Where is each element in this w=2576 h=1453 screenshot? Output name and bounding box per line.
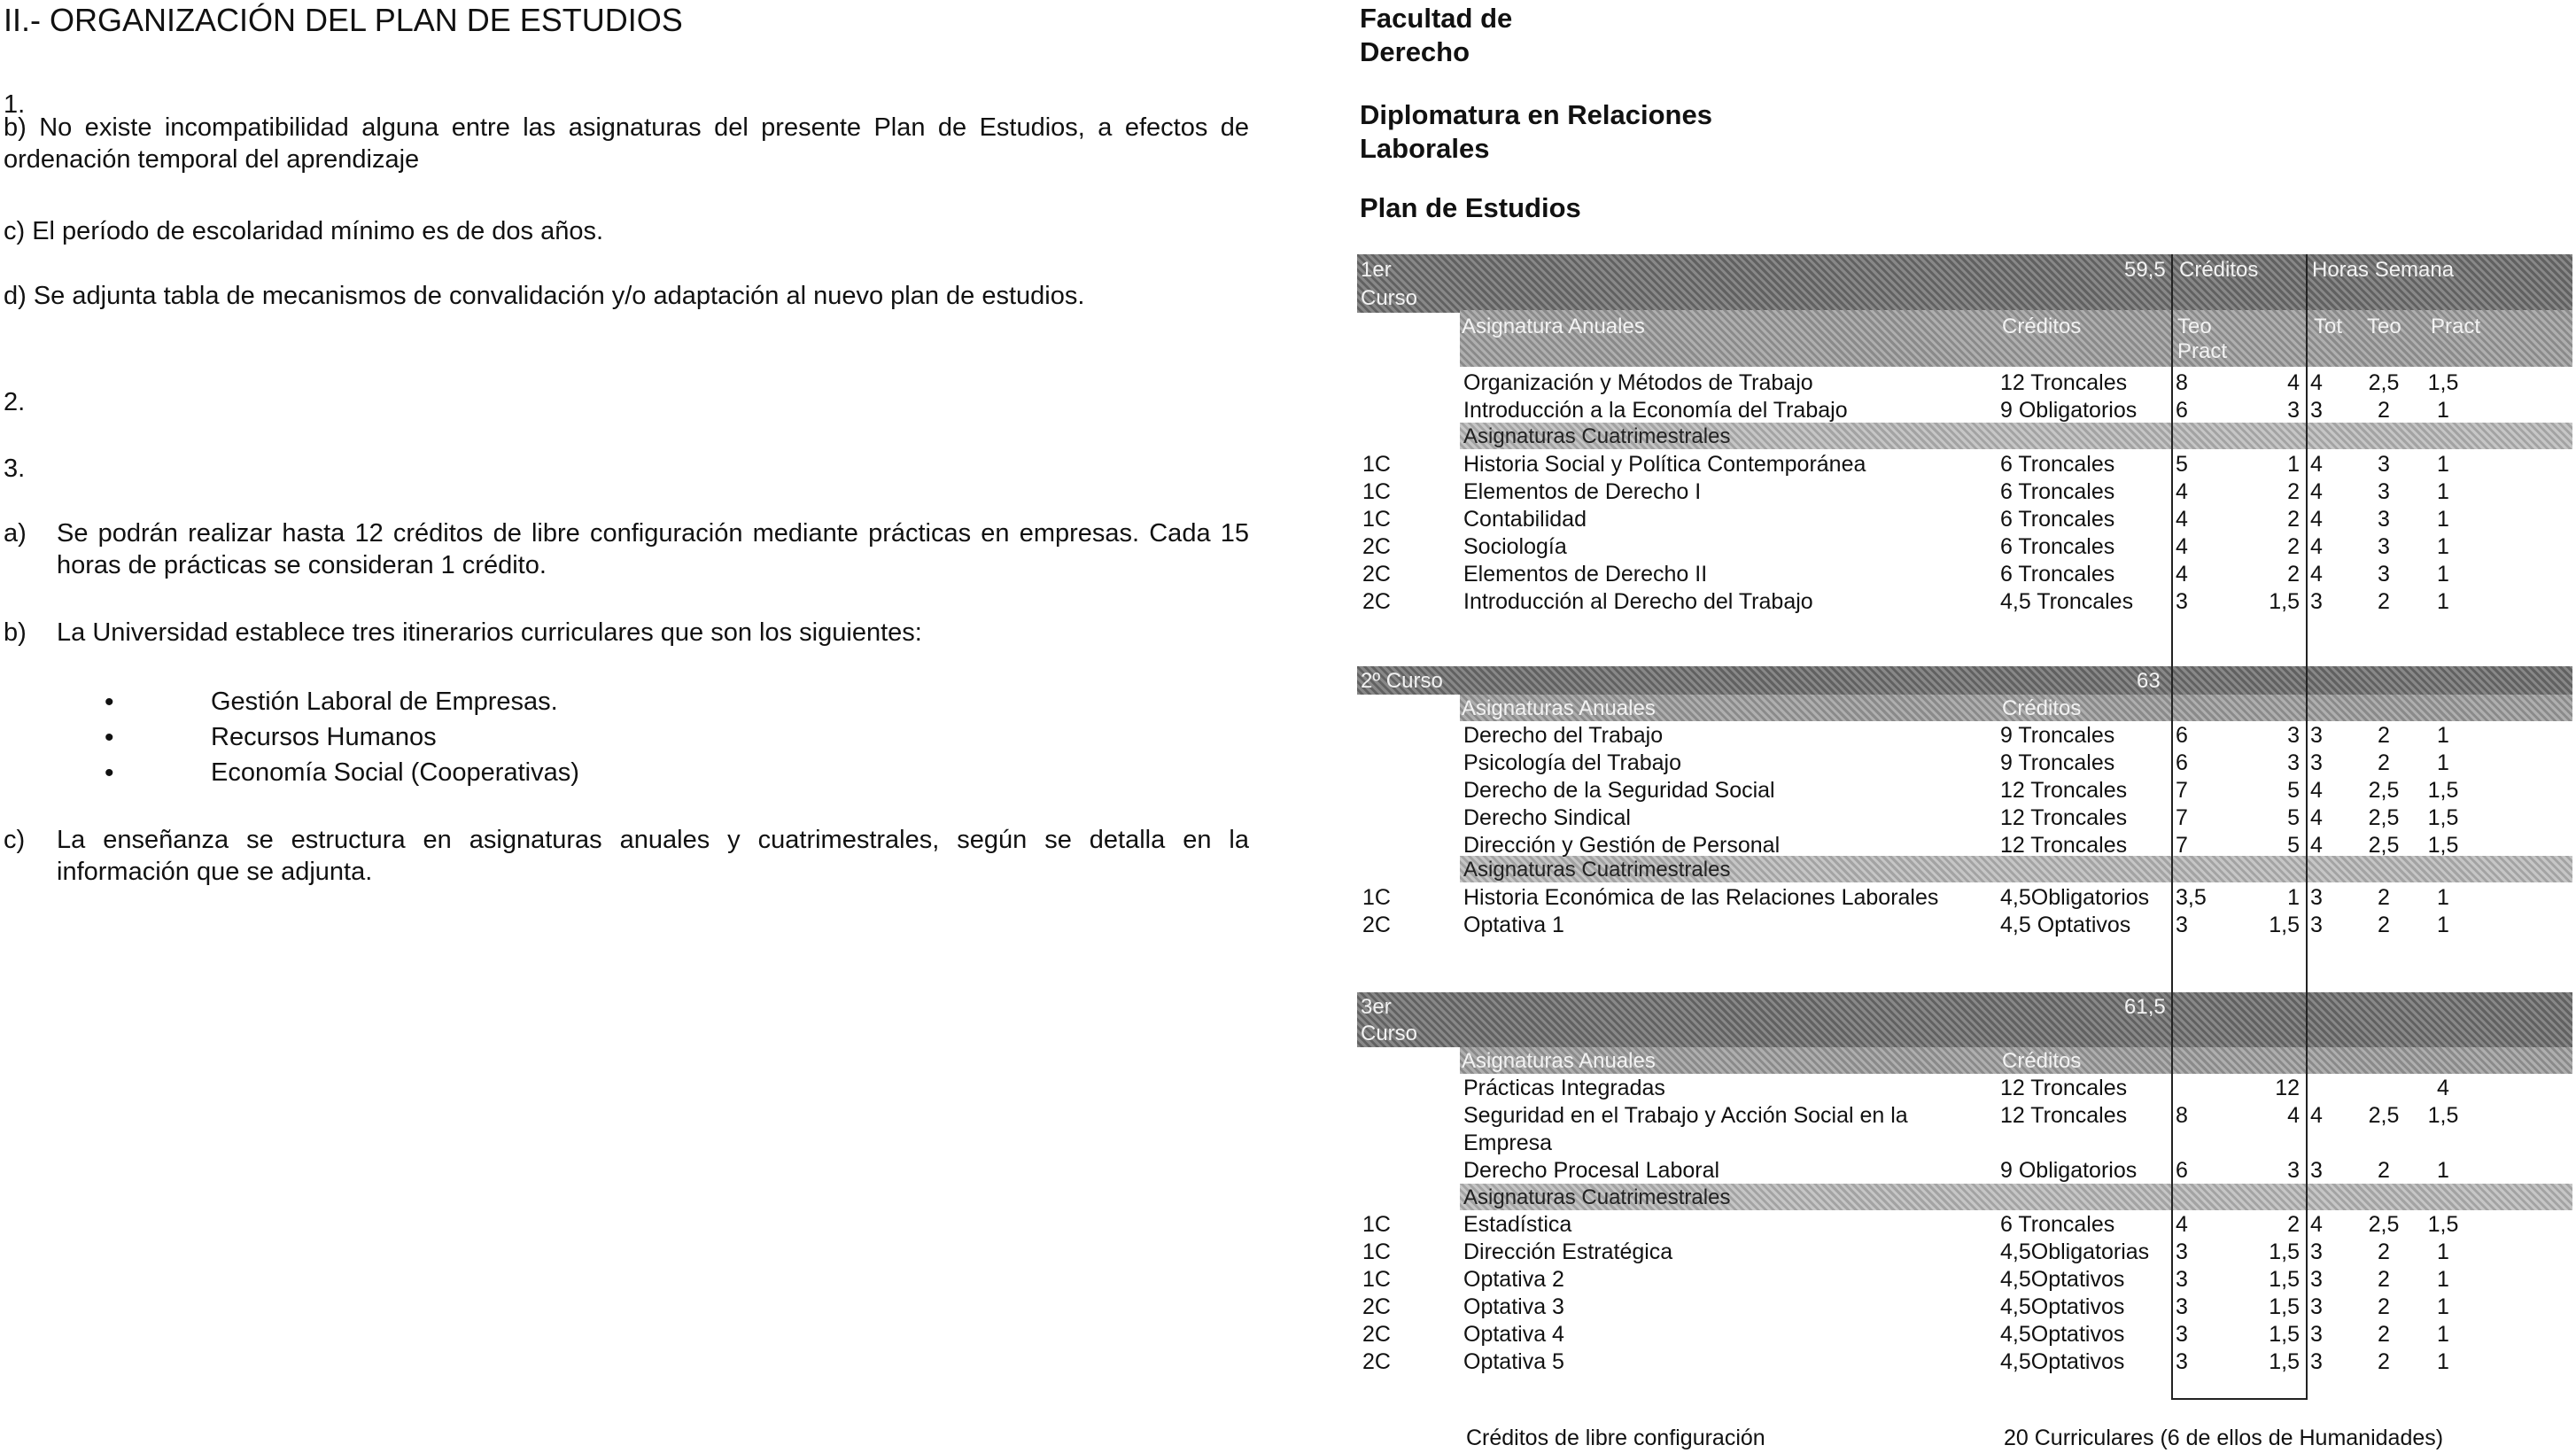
semester-cell: 2C [1362, 589, 1391, 614]
teo-column-header: Teo [2177, 315, 2212, 338]
subject-name-cell: Seguridad en el Trabajo y Acción Social en la [1463, 1103, 1908, 1128]
credits-cell: 4,5 Optativos [2000, 913, 2131, 937]
credits-pract-cell: 3 [2287, 1158, 2300, 1183]
horas-group-header: Horas Semana [2312, 258, 2455, 282]
year1-label: 1er [1361, 258, 1392, 282]
degree-line-1: Diplomatura en Relaciones [1360, 99, 1712, 130]
credits-cell: 6 Troncales [2000, 562, 2115, 587]
credits-pract-cell: 5 [2287, 833, 2300, 858]
credits-cell: 9 Troncales [2000, 723, 2115, 748]
credits-pract-cell: 2 [2287, 507, 2300, 532]
credits-pract-cell: 3 [2287, 723, 2300, 748]
col-rule-bottom [2171, 1398, 2308, 1400]
credits-pract-cell: 1,5 [2269, 1294, 2300, 1319]
semester-subjects-header: Asignaturas Cuatrimestrales [1463, 1185, 1731, 1209]
subject-name-cell: Elementos de Derecho II [1463, 562, 1708, 587]
credits-cell: 6 Troncales [2000, 479, 2115, 504]
hours-teo-cell: 3 [2378, 534, 2390, 559]
year2-header-band [1357, 666, 2572, 695]
hours-total-cell: 3 [2310, 589, 2323, 614]
hours-teo-cell: 2 [2378, 589, 2390, 614]
credits-pract-cell: 2 [2287, 562, 2300, 587]
itinerary-item: Economía Social (Cooperativas) [211, 758, 579, 787]
semester-cell: 2C [1362, 913, 1391, 937]
subject-name-cell: Historia Económica de las Relaciones Laborales [1463, 885, 1939, 910]
subject-name-cell: Organización y Métodos de Trabajo [1463, 370, 1813, 395]
hours-total-cell: 4 [2310, 1212, 2323, 1237]
hours-total-cell: 3 [2310, 913, 2323, 937]
credits-pract-cell: 1,5 [2269, 1239, 2300, 1264]
hours-pract-cell: 1 [2437, 885, 2449, 910]
paragraph-1d: d) Se adjunta tabla de mecanismos de convalidación y/o adaptación al nuevo plan de estudios. [4, 282, 1085, 310]
subject-name-cell: Optativa 4 [1463, 1322, 1564, 1347]
credits-column-header: Créditos [2002, 315, 2082, 338]
credits-cell: 4,5Optativos [2000, 1294, 2125, 1319]
credits-teo-cell: 8 [2176, 1103, 2188, 1128]
paragraph-3c: La enseñanza se estructura en asignaturas anuales y cuatrimestrales, según se detalla en la información que se adjunta. [57, 826, 1249, 886]
credits-teo-cell: 6 [2176, 1158, 2188, 1183]
hours-teo-cell: 2,5 [2368, 778, 2400, 803]
semester-cell: 1C [1362, 1212, 1391, 1237]
credits-cell: 6 Troncales [2000, 507, 2115, 532]
semester-cell: 2C [1362, 534, 1391, 559]
annual-subjects-header: Asignaturas Anuales [1462, 696, 1656, 720]
hours-pract-cell: 1,5 [2427, 1212, 2459, 1237]
credits-pract-cell: 1,5 [2269, 913, 2300, 937]
year2-total: 63 [2137, 669, 2161, 693]
itinerary-item: Recursos Humanos [211, 723, 437, 751]
col-rule-teo [2171, 254, 2173, 1399]
paragraph-1b: b) No existe incompatibilidad alguna entre las asignaturas del presente Plan de Estudios, a efectos de ordenación temporal del aprendizaje [4, 113, 1249, 174]
hours-pract-cell: 1 [2437, 1349, 2449, 1374]
subject-name-cell: Elementos de Derecho I [1463, 479, 1702, 504]
bullet-dot: • [105, 723, 114, 752]
semester-cell: 2C [1362, 1349, 1391, 1374]
hours-total-cell: 3 [2310, 1158, 2323, 1183]
hours-total-cell: 3 [2310, 723, 2323, 748]
credits-cell: 9 Obligatorios [2000, 398, 2138, 423]
credits-cell: 4,5Optativos [2000, 1349, 2125, 1374]
item-b-label: b) [4, 618, 27, 647]
semester-cell: 1C [1362, 507, 1391, 532]
subject-name-cell: Estadística [1463, 1212, 1572, 1237]
credits-teo-cell: 3 [2176, 1349, 2188, 1374]
hours-teo-cell: 2 [2378, 885, 2390, 910]
semester-cell: 1C [1362, 885, 1391, 910]
hours-teo-cell: 2,5 [2368, 1103, 2400, 1128]
credits-column-header: Créditos [2002, 696, 2082, 720]
section-number-2: 2. [4, 388, 26, 416]
subject-name-cell: Introducción a la Economía del Trabajo [1463, 398, 1848, 423]
year1-total: 59,5 [2124, 258, 2166, 282]
hours-teo-cell: 3 [2378, 562, 2390, 587]
hours-teo-cell: 2,5 [2368, 370, 2400, 395]
credits-pract-cell: 1,5 [2269, 1322, 2300, 1347]
semester-subjects-header: Asignaturas Cuatrimestrales [1463, 424, 1731, 448]
credits-cell: 4,5 Troncales [2000, 589, 2134, 614]
subject-name-cell: Contabilidad [1463, 507, 1587, 532]
credits-pract-cell: 1,5 [2269, 1267, 2300, 1292]
credits-teo-cell: 4 [2176, 534, 2188, 559]
subject-name-cell: Sociología [1463, 534, 1567, 559]
credits-teo-cell: 3 [2176, 1294, 2188, 1319]
semester-cell: 2C [1362, 562, 1391, 587]
hours-pract-cell: 4 [2437, 1076, 2449, 1100]
year2-label: 2º Curso [1361, 669, 1443, 693]
subject-name-cell: Dirección y Gestión de Personal [1463, 833, 1781, 858]
credits-pract-cell: 3 [2287, 398, 2300, 423]
semester-cell: 2C [1362, 1294, 1391, 1319]
hours-pract-cell: 1 [2437, 1239, 2449, 1264]
credits-cell: 4,5Obligatorios [2000, 885, 2150, 910]
section-number-3: 3. [4, 455, 26, 483]
item-a-label: a) [4, 519, 27, 548]
hours-teo-cell: 2 [2378, 1294, 2390, 1319]
hours-teo-cell: 2,5 [2368, 805, 2400, 830]
hours-pract-cell: 1 [2437, 723, 2449, 748]
hours-teo-cell: 3 [2378, 507, 2390, 532]
hours-pract-cell: 1 [2437, 507, 2449, 532]
credits-cell: 4,5Optativos [2000, 1322, 2125, 1347]
hours-pract-cell: 1 [2437, 452, 2449, 477]
credits-pract-cell: 5 [2287, 778, 2300, 803]
credits-teo-cell: 3 [2176, 1239, 2188, 1264]
credits-pract-cell: 1 [2287, 452, 2300, 477]
semester-cell: 1C [1362, 479, 1391, 504]
hours-total-cell: 3 [2310, 1349, 2323, 1374]
credits-teo-cell: 3 [2176, 1267, 2188, 1292]
semester-cell: 1C [1362, 1239, 1391, 1264]
credits-cell: 4,5Optativos [2000, 1267, 2125, 1292]
year3-header-band [1357, 992, 2572, 1047]
hours-pract-cell: 1,5 [2427, 1103, 2459, 1128]
subject-name-cell: Derecho Procesal Laboral [1463, 1158, 1720, 1183]
credits-teo-cell: 3,5 [2176, 885, 2207, 910]
credits-pract-cell: 1,5 [2269, 589, 2300, 614]
subject-name-cell: Introducción al Derecho del Trabajo [1463, 589, 1813, 614]
credits-cell: 12 Troncales [2000, 1103, 2128, 1128]
hours-total-cell: 4 [2310, 479, 2323, 504]
credits-cell: 12 Troncales [2000, 833, 2128, 858]
free-credits-label: Créditos de libre configuración [1466, 1426, 1765, 1450]
credits-teo-cell: 3 [2176, 1322, 2188, 1347]
hours-pract-cell: 1,5 [2427, 805, 2459, 830]
year3-label-2: Curso [1361, 1022, 1418, 1045]
credits-teo-cell: 4 [2176, 1212, 2188, 1237]
hours-total-cell: 4 [2310, 1103, 2323, 1128]
hours-total-cell: 4 [2310, 507, 2323, 532]
hours-total-cell: 3 [2310, 750, 2323, 775]
hours-pract-column-header: Pract [2431, 315, 2481, 338]
itinerary-item: Gestión Laboral de Empresas. [211, 688, 558, 716]
credits-pract-cell: 5 [2287, 805, 2300, 830]
tot-column-header: Tot [2314, 315, 2343, 338]
hours-total-cell: 4 [2310, 562, 2323, 587]
credits-cell: 6 Troncales [2000, 1212, 2115, 1237]
hours-pract-cell: 1 [2437, 1267, 2449, 1292]
hours-teo-cell: 2 [2378, 1267, 2390, 1292]
credits-cell: 9 Troncales [2000, 750, 2115, 775]
credits-teo-cell: 7 [2176, 778, 2188, 803]
semester-cell: 1C [1362, 1267, 1391, 1292]
credits-cell: 6 Troncales [2000, 452, 2115, 477]
hours-total-cell: 4 [2310, 833, 2323, 858]
credits-teo-cell: 8 [2176, 370, 2188, 395]
hours-teo-cell: 3 [2378, 479, 2390, 504]
credits-pract-cell: 4 [2287, 1103, 2300, 1128]
credits-pract-cell: 1,5 [2269, 1349, 2300, 1374]
hours-pract-cell: 1 [2437, 479, 2449, 504]
subject-name-cell: Psicología del Trabajo [1463, 750, 1681, 775]
hours-pract-cell: 1 [2437, 1158, 2449, 1183]
hours-teo-cell: 2 [2378, 398, 2390, 423]
credits-pract-cell: 2 [2287, 1212, 2300, 1237]
credits-cell: 4,5Obligatorias [2000, 1239, 2150, 1264]
credits-teo-cell: 6 [2176, 723, 2188, 748]
hours-teo-cell: 2,5 [2368, 833, 2400, 858]
subject-name-cell: Historia Social y Política Contemporánea [1463, 452, 1866, 477]
hours-pract-cell: 1 [2437, 398, 2449, 423]
subject-name-cell: Optativa 5 [1463, 1349, 1564, 1374]
paragraph-1c: c) El período de escolaridad mínimo es de dos años. [4, 217, 604, 245]
hours-teo-cell: 2 [2378, 1158, 2390, 1183]
hours-teo-cell: 2 [2378, 913, 2390, 937]
hours-pract-cell: 1 [2437, 1322, 2449, 1347]
credits-cell: 12 Troncales [2000, 370, 2128, 395]
semester-cell: 2C [1362, 1322, 1391, 1347]
hours-pract-cell: 1 [2437, 534, 2449, 559]
page-heading: II.- ORGANIZACIÓN DEL PLAN DE ESTUDIOS [4, 2, 683, 38]
credits-teo-cell: 4 [2176, 562, 2188, 587]
hours-teo-cell: 3 [2378, 452, 2390, 477]
credits-pract-cell: 12 [2275, 1076, 2300, 1100]
section-number-1: 1. [4, 90, 26, 119]
hours-total-cell: 3 [2310, 885, 2323, 910]
subject-name-cell: Derecho Sindical [1463, 805, 1631, 830]
hours-pract-cell: 1,5 [2427, 778, 2459, 803]
subject-name-cell: Derecho de la Seguridad Social [1463, 778, 1775, 803]
hours-pract-cell: 1 [2437, 913, 2449, 937]
credits-teo-cell: 7 [2176, 805, 2188, 830]
credits-cell: 12 Troncales [2000, 805, 2128, 830]
bullet-dot: • [105, 758, 114, 788]
hours-teo-cell: 2 [2378, 1239, 2390, 1264]
credits-teo-cell: 4 [2176, 479, 2188, 504]
credits-teo-cell: 5 [2176, 452, 2188, 477]
hours-total-cell: 4 [2310, 370, 2323, 395]
hours-teo-cell: 2 [2378, 1349, 2390, 1374]
subject-name-cell: Optativa 2 [1463, 1267, 1564, 1292]
pract-column-header: Pract [2177, 339, 2228, 363]
credits-cell: 6 Troncales [2000, 534, 2115, 559]
hours-total-cell: 3 [2310, 398, 2323, 423]
faculty-line-2: Derecho [1360, 36, 1470, 67]
credits-teo-cell: 7 [2176, 833, 2188, 858]
annual-subjects-header: Asignatura Anuales [1462, 315, 1645, 338]
hours-total-cell: 4 [2310, 805, 2323, 830]
degree-line-2: Laborales [1360, 133, 1490, 164]
hours-total-cell: 3 [2310, 1294, 2323, 1319]
hours-teo-cell: 2,5 [2368, 1212, 2400, 1237]
bullet-dot: • [105, 688, 114, 717]
credits-teo-cell: 6 [2176, 750, 2188, 775]
credits-cell: 12 Troncales [2000, 778, 2128, 803]
subject-name-cell: Optativa 3 [1463, 1294, 1564, 1319]
credits-teo-cell: 3 [2176, 589, 2188, 614]
hours-teo-cell: 2 [2378, 750, 2390, 775]
free-credits-value: 20 Curriculares (6 de ellos de Humanidades) [2004, 1426, 2444, 1450]
year3-label: 3er [1361, 995, 1392, 1019]
credits-pract-cell: 1 [2287, 885, 2300, 910]
subject-name-cell: Optativa 1 [1463, 913, 1564, 937]
hours-pract-cell: 1,5 [2427, 833, 2459, 858]
hours-total-cell: 3 [2310, 1322, 2323, 1347]
hours-pract-cell: 1 [2437, 562, 2449, 587]
hours-teo-column-header: Teo [2367, 315, 2401, 338]
subject-name-continuation: Empresa [1463, 1131, 1553, 1155]
plan-title: Plan de Estudios [1360, 192, 1581, 223]
hours-teo-cell: 2 [2378, 1322, 2390, 1347]
col-rule-tot [2306, 254, 2308, 1399]
credits-pract-cell: 4 [2287, 370, 2300, 395]
annual-subjects-header: Asignaturas Anuales [1462, 1049, 1656, 1073]
semester-subjects-header: Asignaturas Cuatrimestrales [1463, 858, 1731, 882]
credits-cell: 9 Obligatorios [2000, 1158, 2138, 1183]
paragraph-3b: La Universidad establece tres itinerarios curriculares que son los siguientes: [57, 618, 922, 647]
hours-teo-cell: 2 [2378, 723, 2390, 748]
hours-total-cell: 3 [2310, 1239, 2323, 1264]
subject-name-cell: Derecho del Trabajo [1463, 723, 1664, 748]
subject-name-cell: Prácticas Integradas [1463, 1076, 1665, 1100]
hours-pract-cell: 1,5 [2427, 370, 2459, 395]
subject-name-cell: Dirección Estratégica [1463, 1239, 1673, 1264]
hours-total-cell: 4 [2310, 534, 2323, 559]
credits-teo-cell: 3 [2176, 913, 2188, 937]
hours-pract-cell: 1 [2437, 1294, 2449, 1319]
year3-total: 61,5 [2124, 995, 2166, 1019]
credits-pract-cell: 3 [2287, 750, 2300, 775]
hours-total-cell: 3 [2310, 1267, 2323, 1292]
semester-cell: 1C [1362, 452, 1391, 477]
hours-total-cell: 4 [2310, 778, 2323, 803]
item-c-label: c) [4, 826, 26, 854]
paragraph-3a: Se podrán realizar hasta 12 créditos de libre configuración mediante prácticas en empresas. Cada 15 horas de prácticas se consideran 1 crédito. [57, 519, 1249, 579]
credits-teo-cell: 4 [2176, 507, 2188, 532]
credits-teo-cell: 6 [2176, 398, 2188, 423]
creditos-group-header: Créditos [2179, 258, 2259, 282]
faculty-line-1: Facultad de [1360, 3, 1513, 34]
hours-total-cell: 4 [2310, 452, 2323, 477]
hours-pract-cell: 1 [2437, 750, 2449, 775]
credits-pract-cell: 2 [2287, 534, 2300, 559]
credits-column-header: Créditos [2002, 1049, 2082, 1073]
credits-pract-cell: 2 [2287, 479, 2300, 504]
year1-label-2: Curso [1361, 286, 1418, 310]
credits-cell: 12 Troncales [2000, 1076, 2128, 1100]
hours-pract-cell: 1 [2437, 589, 2449, 614]
